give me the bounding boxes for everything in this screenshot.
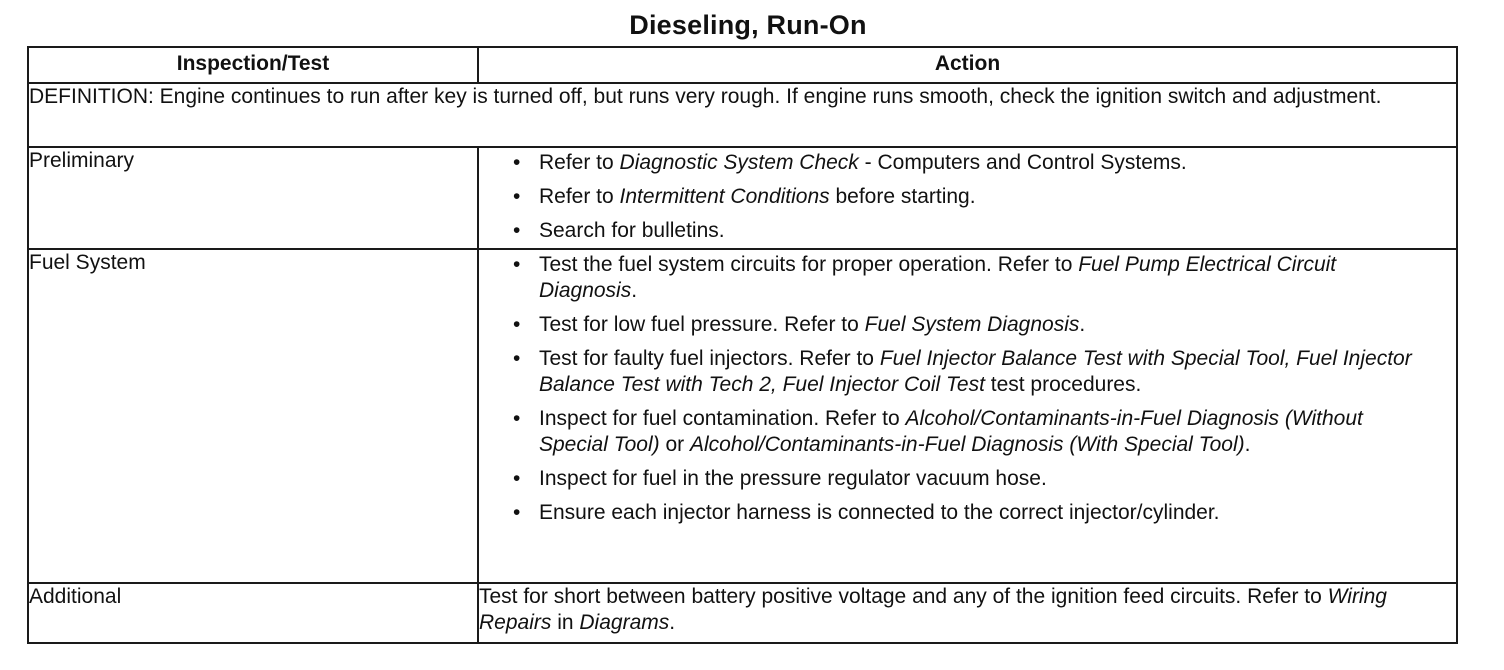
item-text: before starting. [829, 185, 976, 208]
item-text: . [669, 611, 676, 634]
item-text: . [1244, 433, 1251, 456]
item-text: . [631, 279, 638, 302]
row-label-fuel-system: Fuel System [28, 249, 478, 583]
item-text: - Computers and Control Systems. [858, 151, 1187, 174]
header-inspection-test: Inspection/Test [28, 47, 478, 83]
item-text: Test for low fuel pressure. Refer to [539, 313, 865, 336]
reference-link: Fuel Pump Electrical Circuit Diagnosis [539, 253, 1337, 302]
item-text: Inspect for fuel in the pressure regulator vacuum hose. [539, 467, 1047, 490]
item-text: Refer to [539, 185, 620, 208]
reference-link: Diagrams [579, 611, 670, 634]
list-item [513, 406, 1436, 458]
action-cell-additional [478, 583, 1457, 643]
definition-text: DEFINITION: Engine continues to run after key is turned off, but runs very rough. If engine runs smooth, check the ignition switch and adjustment. [28, 83, 1457, 147]
list-item [513, 346, 1436, 398]
header-action: Action [478, 47, 1457, 83]
page-title: Dieseling, Run-On [629, 10, 867, 40]
action-cell-fuel-system [478, 249, 1457, 583]
table-row-fuel-system [28, 249, 1457, 583]
diagnostic-table [27, 46, 1458, 644]
list-item [513, 184, 1436, 210]
row-label-additional: Additional [28, 583, 478, 643]
reference-link: Fuel Injector Balance Test with Special Tool, Fuel Injector Balance Test with Tech 2, Fuel Injector Coil Test [539, 347, 1412, 396]
item-text: Refer to [539, 151, 620, 174]
item-text: Ensure each injector harness is connected to the correct injector/cylinder. [539, 501, 1220, 524]
list-item [513, 218, 1436, 244]
item-text: test procedures. [984, 373, 1142, 396]
reference-link: Fuel System Diagnosis [864, 313, 1080, 336]
reference-link: Alcohol/Contaminants-in-Fuel Diagnosis (Without Special Tool) [539, 407, 1363, 456]
reference-link: Diagnostic System Check [619, 151, 859, 174]
table-row-preliminary [28, 147, 1457, 249]
item-text: Test for short between battery positive voltage and any of the ignition feed circuits. Refer to [479, 585, 1328, 608]
reference-link: Intermittent Conditions [619, 185, 830, 208]
row-label-preliminary: Preliminary [28, 147, 478, 249]
table-row-additional [28, 583, 1457, 643]
list-item [513, 252, 1436, 304]
item-text: Test for faulty fuel injectors. Refer to [539, 347, 880, 370]
reference-link: Alcohol/Contaminants-in-Fuel Diagnosis (With Special Tool) [689, 433, 1245, 456]
list-item [513, 312, 1436, 338]
item-text: Test the fuel system circuits for proper operation. Refer to [539, 253, 1079, 276]
table-header-row [28, 47, 1457, 83]
list-item [513, 500, 1436, 526]
reference-link: Wiring Repairs [479, 585, 1387, 634]
list-item [513, 150, 1436, 176]
list-item [513, 466, 1436, 492]
item-text: in [551, 611, 580, 634]
action-cell-preliminary [478, 147, 1457, 249]
item-text: Search for bulletins. [539, 219, 725, 242]
item-text: or [659, 433, 690, 456]
item-text: . [1079, 313, 1086, 336]
definition-row [28, 83, 1457, 147]
item-text: Inspect for fuel contamination. Refer to [539, 407, 906, 430]
